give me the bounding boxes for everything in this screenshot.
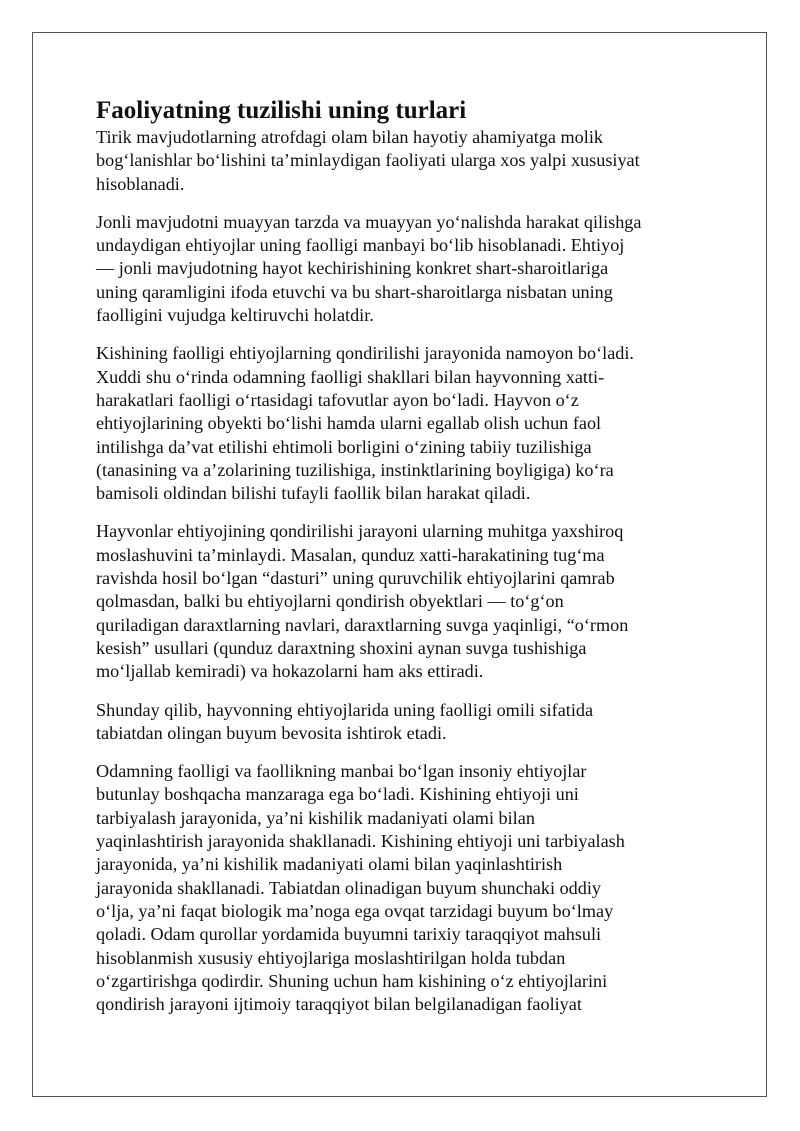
document-content (96, 96, 716, 1031)
document-title: Faoliyatning tuzilishi uning turlari (96, 97, 467, 124)
text-line: qondirish jarayoni ijtimoiy taraqqiyot bilan belgilanadigan faoliyat (96, 994, 582, 1015)
text-line: undaydigan ehtiyojlar uning faolligi manbayi bo‘lib hisoblanadi. Ehtiyoj (96, 235, 625, 256)
text-line: faolligini vujudga keltiruvchi holatdir. (96, 305, 374, 326)
text-line: hisoblanadi. (96, 173, 185, 194)
text-line: butunlay boshqacha manzaraga ega bo‘ladi. Kishining ehtiyoji uni (96, 784, 579, 805)
text-line: bamisoli oldindan bilishi tufayli faollik bilan harakat qiladi. (96, 483, 531, 504)
text-line: Hayvonlar ehtiyojining qondirilishi jarayoni ularning muhitga yaxshiroq (96, 521, 624, 542)
text-line: bog‘lanishlar bo‘lishini ta’minlaydigan faoliyati ularga xos yalpi xususiyat (96, 150, 640, 171)
text-line: o‘zgartirishga qodirdir. Shuning uchun ham kishining o‘z ehtiyojlarini (96, 970, 608, 991)
text-line: — jonli mavjudotning hayot kechirishining konkret shart-sharoitlariga (96, 258, 609, 279)
paragraph (96, 520, 716, 683)
paragraph (96, 211, 716, 327)
text-line: harakatlari faolligi o‘rtasidagi tafovutlar ayon bo‘ladi. Hayvon o‘z (96, 389, 579, 410)
text-line: kesish” usullari (qunduz daraxtning shoxini aynan suvga tushishiga (96, 637, 587, 658)
text-line: Odamning faolligi va faollikning manbai bo‘lgan insoniy ehtiyojlar (96, 761, 587, 782)
paragraph (96, 760, 716, 1016)
text-line: uning qaramligini ifoda etuvchi va bu shart-sharoitlarga nisbatan uning (96, 281, 613, 302)
text-line: Xuddi shu o‘rinda odamning faolligi shakllari bilan hayvonning xatti- (96, 366, 605, 387)
text-line: Kishining faolligi ehtiyojlarning qondirilishi jarayonida namoyon bo‘ladi. (96, 343, 634, 364)
text-line: hisoblanmish xususiy ehtiyojlariga moslashtirilgan holda tubdan (96, 947, 566, 968)
text-line: Tirik mavjudotlarning atrofdagi olam bilan hayotiy ahamiyatga molik (96, 127, 603, 147)
text-line: yaqinlashtirish jarayonida shakllanadi. Kishining ehtiyoji uni tarbiyalash (96, 831, 625, 852)
paragraph (96, 126, 716, 196)
text-line: Jonli mavjudotni muayyan tarzda va muayyan yo‘nalishda harakat qilishga (96, 211, 642, 232)
text-line: mo‘ljallab kemiradi) va hokazolarni ham aks ettiradi. (96, 661, 484, 682)
text-line: quriladigan daraxtlarning navlari, daraxtlarning suvga yaqinligi, “o‘rmon (96, 614, 629, 635)
text-line: ehtiyojlarining obyekti bo‘lishi hamda ularni egallab olish uchun faol (96, 413, 602, 434)
paragraph (96, 699, 716, 746)
text-line: intilishga da’vat etilishi ehtimoli borligini o‘zining tabiiy tuzilishiga (96, 436, 592, 457)
text-line: Shunday qilib, hayvonning ehtiyojlarida uning faolligi omili sifatida (96, 699, 594, 720)
text-line: qoladi. Odam qurollar yordamida buyumni tarixiy taraqqiyot mahsuli (96, 924, 602, 945)
text-line: qolmasdan, balki bu ehtiyojlarni qondirish obyektlari — to‘g‘on (96, 591, 564, 612)
text-line: moslashuvini ta’minlaydi. Masalan, qunduz xatti-harakatining tug‘ma (96, 544, 605, 565)
text-line: tarbiyalash jarayonida, ya’ni kishilik madaniyati olami bilan (96, 807, 535, 828)
text-line: jarayonida shakllanadi. Tabiatdan olinadigan buyum shunchaki oddiy (96, 877, 601, 898)
paragraph (96, 342, 716, 505)
text-line: tabiatdan olingan buyum bevosita ishtirok etadi. (96, 722, 447, 743)
text-line: o‘lja, ya’ni faqat biologik ma’noga ega ovqat tarzidagi buyum bo‘lmay (96, 900, 614, 921)
text-line: ravishda hosil bo‘lgan “dasturi” uning quruvchilik ehtiyojlarini qamrab (96, 568, 615, 589)
text-line: (tanasining va a’zolarining tuzilishiga, instinktlarining boyligiga) ko‘ra (96, 459, 614, 480)
text-line: jarayonida, ya’ni kishilik madaniyati olami bilan yaqinlashtirish (96, 854, 563, 875)
